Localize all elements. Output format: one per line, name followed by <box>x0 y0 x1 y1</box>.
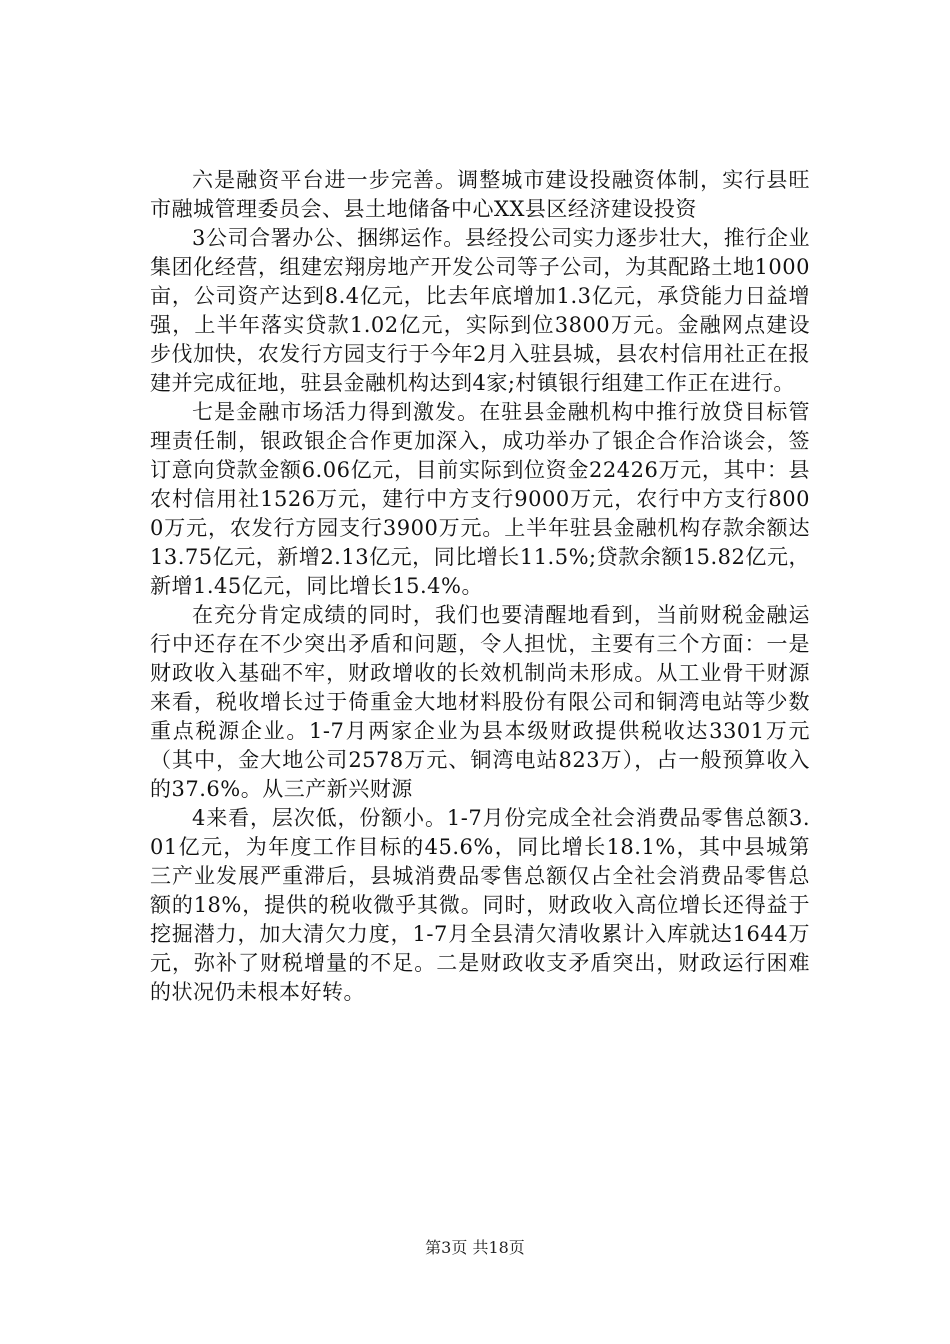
paragraph-financing-platform: 六是融资平台进一步完善。调整城市建设投融资体制，实行县旺市融城管理委员会、县土地储备中心XX县区经济建设投资 <box>150 168 810 221</box>
paragraph-investment-company: 3公司合署办公、捆绑运作。县经投公司实力逐步壮大，推行企业集团化经营，组建宏翔房地产开发公司等子公司，为其配路土地1000亩，公司资产达到8.4亿元，比去年底增加1.3亿元，承贷能力日益增强，上半年落实贷款1.02亿元，实际到位3800万元。金融网点建设步伐加快，农发行方园支行于今年2月入驻县城，县农村信用社正在报建并完成征地，驻县金融机构达到4家;村镇银行组建工作正在进行。 <box>150 226 810 395</box>
paragraph-problems: 在充分肯定成绩的同时，我们也要清醒地看到，当前财税金融运行中还存在不少突出矛盾和问题，令人担忧，主要有三个方面：一是财政收入基础不牢，财政增收的长效机制尚未形成。从工业骨干财源来看，税收增长过于倚重金大地材料股份有限公司和铜湾电站等少数重点税源企业。1-7月两家企业为县本级财政提供税收达3301万元（其中，金大地公司2578万元、铜湾电站823万），占一般预算收入的37.6%。从三产新兴财源 <box>150 603 810 801</box>
document-body <box>150 166 810 1007</box>
paragraph-tertiary-revenue: 4来看，层次低，份额小。1-7月份完成全社会消费品零售总额3.01亿元，为年度工作目标的45.6%，同比增长18.1%，其中县城第三产业发展严重滞后，县城消费品零售总额仅占全社会消费品零售总额的18%，提供的税收微乎其微。同时，财政收入高位增长还得益于挖掘潜力，加大清欠力度，1-7月全县清欠清收累计入库就达1644万元，弥补了财税增量的不足。二是财政收支矛盾突出，财政运行困难的状况仍未根本好转。 <box>150 806 810 1004</box>
paragraph-financial-market: 七是金融市场活力得到激发。在驻县金融机构中推行放贷目标管理责任制，银政银企合作更加深入，成功举办了银企合作洽谈会，签订意向贷款金额6.06亿元，目前实际到位资金22426万元，其中：县农村信用社1526万元，建行中方支行9000万元，农行中方支行8000万元，农发行方园支行3900万元。上半年驻县金融机构存款余额达13.75亿元，新增2.13亿元，同比增长11.5%;贷款余额15.82亿元，新增1.45亿元，同比增长15.4%。 <box>150 400 810 598</box>
page-number-footer: 第3页 共18页 <box>425 1238 525 1257</box>
